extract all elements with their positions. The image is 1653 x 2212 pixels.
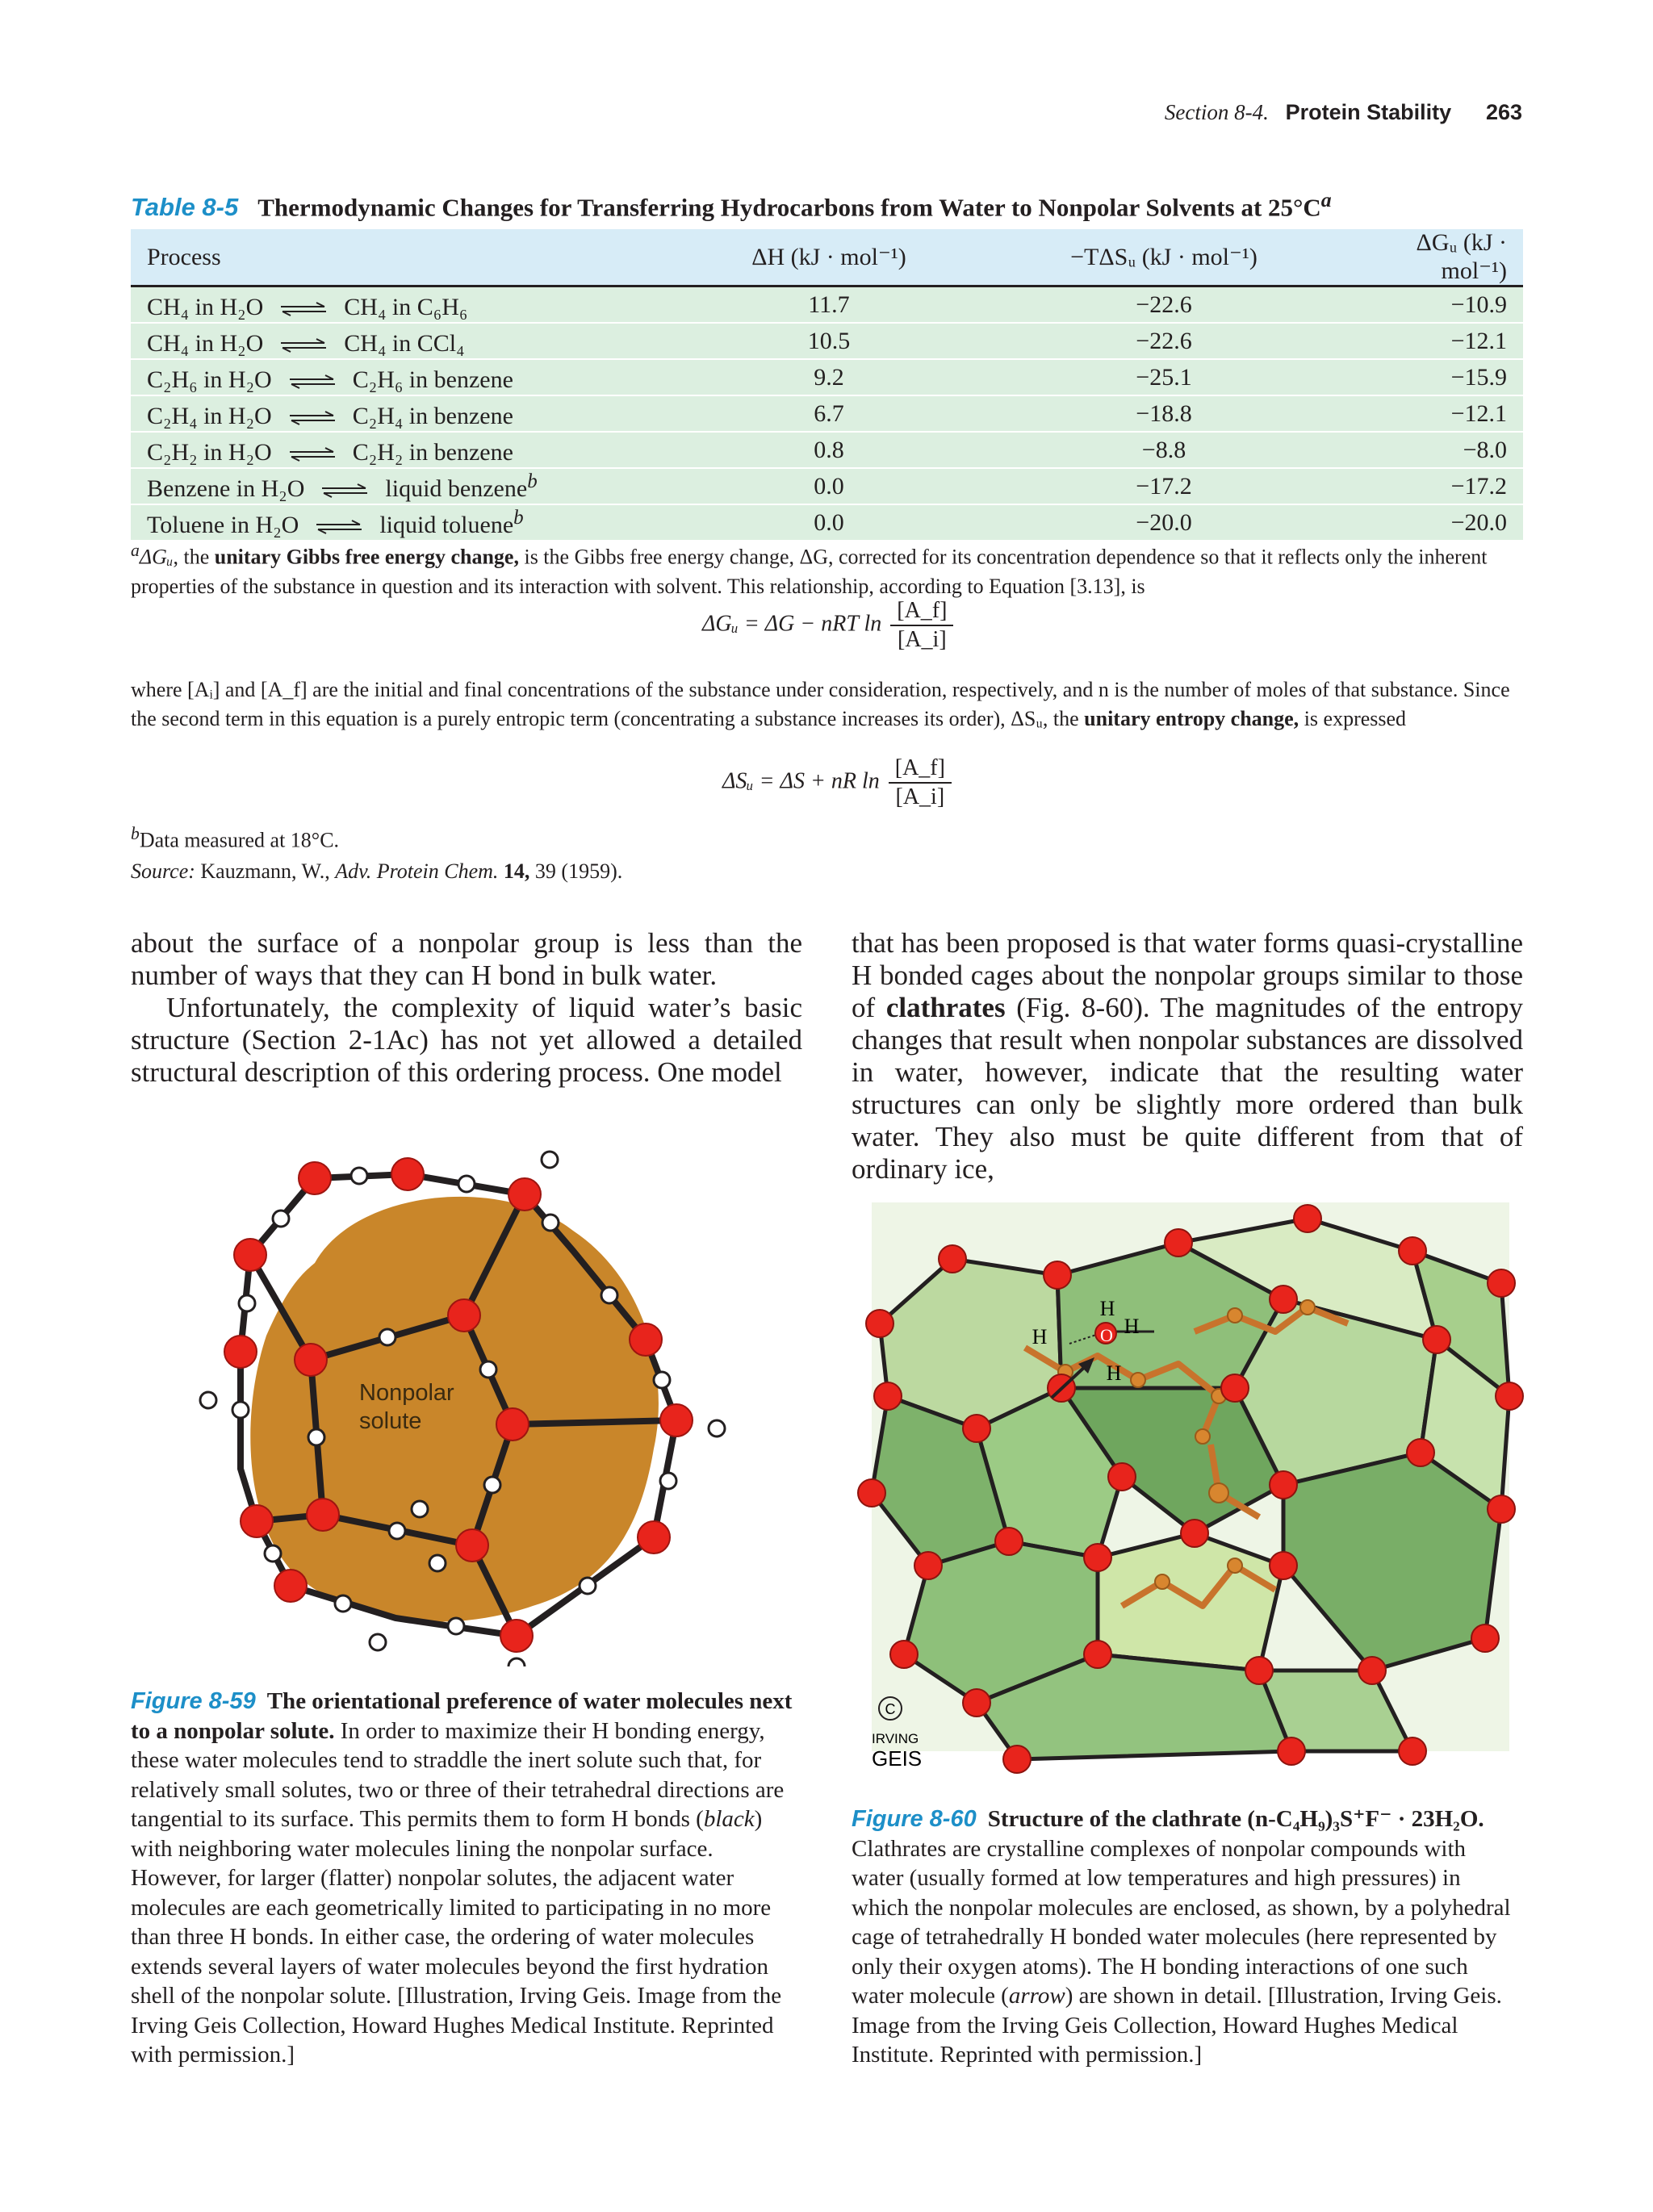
col-header-dG: ΔGᵤ (kJ · mol⁻¹) <box>1350 229 1523 286</box>
footnote-b <box>131 819 1523 855</box>
equilibrium-arrow-icon <box>279 338 328 353</box>
body-left-column <box>131 927 802 1089</box>
figure-59-illustration <box>194 1142 743 1666</box>
cell-process <box>131 432 680 468</box>
col-header-process: Process <box>131 229 680 286</box>
figure-60-text-arrow: arrow <box>1008 1983 1065 2009</box>
table-row <box>131 432 1523 468</box>
source-journal: Adv. Protein Chem. <box>335 859 499 883</box>
thermo-table <box>131 229 1523 542</box>
equation-1-lhs: ΔGᵤ = ΔG − nRT ln <box>702 611 882 637</box>
figure-59-caption <box>131 1687 802 2070</box>
body-right-column <box>852 927 1523 1185</box>
cell-process <box>131 286 680 324</box>
cell-TdS: −22.6 <box>978 323 1350 359</box>
atom-label-O: O <box>1100 1325 1113 1345</box>
cell-TdS: −8.8 <box>978 432 1350 468</box>
cell-dG: −12.1 <box>1350 323 1523 359</box>
footnote-a-symbol: ΔGᵤ <box>139 545 174 569</box>
equation-1-numerator: [A_f] <box>890 597 953 626</box>
footnote-a-continued <box>131 675 1523 734</box>
table-row <box>131 395 1523 432</box>
source-label: Source: <box>131 859 195 883</box>
signature-line-2: GEIS <box>872 1746 923 1771</box>
cell-TdS: −17.2 <box>978 468 1350 504</box>
body-left-paragraph-1: about the surface of a nonpolar group is less than the number of ways that they can H bond in bulk water. <box>131 927 802 991</box>
cell-dH: 0.8 <box>680 432 978 468</box>
process-to: C₂H₄ in benzene <box>352 402 513 429</box>
equation-1 <box>702 597 953 654</box>
cell-process <box>131 359 680 395</box>
table-label: Table 8-5 <box>131 193 239 222</box>
header-section-title: Protein Stability <box>1285 100 1452 124</box>
figure-60-text-1: Clathrates are crystalline complexes of nonpolar compounds with water (usually formed at low temperatures and high pressures) in which the nonpolar molecules are enclosed, as shown, by a polyhedral cage of tetrahedrally H bonded water molecules (here represented by only their oxygen atoms). The H bonding interactions of one such water molecule ( <box>852 1835 1511 2009</box>
col-header-dH: ΔH (kJ · mol⁻¹) <box>680 229 978 286</box>
footnote-a-term-2: unitary entropy change, <box>1084 707 1299 730</box>
figure-59-label: Figure 8-59 <box>131 1688 256 1714</box>
atom-label-H-bottom: H <box>1106 1361 1122 1385</box>
table-row <box>131 323 1523 359</box>
equilibrium-arrow-icon <box>288 411 337 425</box>
solute-label-2: solute <box>359 1408 422 1434</box>
process-footnote-mark: b <box>513 506 524 529</box>
cell-dG: −10.9 <box>1350 286 1523 324</box>
equilibrium-arrow-icon <box>279 302 328 316</box>
solute-label-1: Nonpolar <box>359 1380 454 1406</box>
process-from: C₂H₂ in H₂O <box>147 438 272 466</box>
cell-TdS: −20.0 <box>978 504 1350 541</box>
table-caption <box>131 188 1527 222</box>
equation-2-denominator: [A_i] <box>895 784 945 809</box>
cell-dG: −17.2 <box>1350 468 1523 504</box>
equilibrium-arrow-icon <box>320 483 369 498</box>
footnote-b-text: Data measured at 18°C. <box>139 828 340 852</box>
cell-TdS: −18.8 <box>978 395 1350 432</box>
figure-60-title: Structure of the clathrate (n-C₄H₉)₃S⁺F⁻ · 23H₂O. <box>987 1806 1484 1832</box>
cell-dH: 9.2 <box>680 359 978 395</box>
figure-59-title: The orientational preference of water molecules next to a nonpolar solute. <box>131 1688 793 1744</box>
cell-dG: −8.0 <box>1350 432 1523 468</box>
body-right-term: clathrates <box>885 992 1006 1023</box>
process-to: CH₄ in CCl₄ <box>344 329 465 357</box>
cell-dG: −20.0 <box>1350 504 1523 541</box>
equilibrium-arrow-icon <box>315 520 363 534</box>
equation-2-numerator: [A_f] <box>889 755 952 784</box>
body-left-paragraph-2: Unfortunately, the complexity of liquid water’s basic structure (Section 2-1Ac) has not yet allowed a detailed structural description of this ordering process. One model <box>131 992 802 1088</box>
running-header <box>1165 100 1522 125</box>
figure-60-text-2: ) are shown in detail. [Illustration, Irving Geis. Image from the Irving Geis Collection, Howard Hughes Medical Institute. Reprinted with permission.] <box>852 1983 1502 2068</box>
footnote-a-text-1: , the <box>173 545 215 569</box>
equation-2-lhs: ΔSᵤ = ΔS + nR ln <box>722 768 880 794</box>
source-author: Kauzmann, W., <box>195 859 336 883</box>
process-to: C₂H₆ in benzene <box>352 366 513 393</box>
table-title: Thermodynamic Changes for Transferring Hydrocarbons from Water to Nonpolar Solvents at 25°C <box>257 193 1321 222</box>
figure-60-caption <box>852 1804 1523 2070</box>
footnote-b-marker: b <box>131 824 140 843</box>
process-from: C₂H₆ in H₂O <box>147 366 272 393</box>
cell-dG: −15.9 <box>1350 359 1523 395</box>
cell-dH: 0.0 <box>680 468 978 504</box>
equilibrium-arrow-icon <box>288 374 337 389</box>
footnote-a-text-2: is the Gibbs free energy change, ΔG, corrected for its concentration dependence so that it reflects only the inherent properties of the substance in question and its interaction with solvent. This relationship, according to Equation [3.13], is <box>131 545 1488 598</box>
cell-dH: 10.5 <box>680 323 978 359</box>
page-number: 263 <box>1485 100 1522 124</box>
process-from: Toluene in H₂O <box>147 511 299 538</box>
table-row <box>131 286 1523 324</box>
source-pages: 39 (1959). <box>529 859 623 883</box>
table-row <box>131 359 1523 395</box>
body-right-text-1: that has been proposed is that water forms quasi-crystalline H bonded cages about the nonpolar groups similar to those of <box>852 927 1523 1023</box>
atom-label-H-right: H <box>1124 1315 1140 1338</box>
table-header-row <box>131 229 1523 286</box>
signature-line-1: IRVING <box>872 1731 919 1746</box>
cell-process <box>131 468 680 504</box>
figure-59-text-black: black <box>703 1806 755 1832</box>
atom-label-H-left: H <box>1032 1325 1048 1349</box>
process-from: Benzene in H₂O <box>147 475 305 502</box>
equation-2 <box>722 755 952 811</box>
table-row <box>131 468 1523 504</box>
footnote-a-text-3: where [Aᵢ] and [A_f] are the initial and final concentrations of the substance under consideration, respectively, and n is the number of moles of that substance. Since the second term in this equation is a purely entropic term (concentrating a substance increases its order), ΔSᵤ, the <box>131 678 1510 730</box>
atom-label-H-top: H <box>1099 1297 1115 1320</box>
cell-dH: 11.7 <box>680 286 978 324</box>
cell-dH: 0.0 <box>680 504 978 541</box>
process-from: CH₄ in H₂O <box>147 293 264 320</box>
process-footnote-mark: b <box>527 470 538 492</box>
footnote-a <box>131 536 1523 601</box>
process-to: C₂H₂ in benzene <box>352 438 513 466</box>
process-from: C₂H₄ in H₂O <box>147 402 272 429</box>
table-body <box>131 286 1523 542</box>
cell-process <box>131 395 680 432</box>
cell-TdS: −22.6 <box>978 286 1350 324</box>
source-volume: 14, <box>498 859 530 883</box>
cell-dH: 6.7 <box>680 395 978 432</box>
figure-60-illustration <box>856 1186 1525 1783</box>
svg-text:C: C <box>885 1701 896 1717</box>
footnote-a-text-4: is expressed <box>1299 707 1407 730</box>
header-section: Section 8-4. <box>1164 100 1269 124</box>
process-to: CH₄ in C₆H₆ <box>344 293 468 320</box>
table-source <box>131 857 1523 886</box>
figure-60-label: Figure 8-60 <box>852 1806 977 1832</box>
process-to: liquid benzene <box>385 475 528 502</box>
figure-59-text-2: ) with neighboring water molecules lining the nonpolar surface. However, for larger (flatter) nonpolar solutes, the adjacent water molecules are each geometrically limited to participating in no more than three H bonds. In either case, the ordering of water molecules extends several layers of water molecules beyond the first hydration shell of the nonpolar solute. [Illustration, Irving Geis. Image from the Irving Geis Collection, Howard Hughes Medical Institute. Reprinted with permission.] <box>131 1806 782 2068</box>
equation-1-denominator: [A_i] <box>898 627 947 652</box>
process-from: CH₄ in H₂O <box>147 329 264 357</box>
cell-process <box>131 323 680 359</box>
figure-59-text-1: In order to maximize their H bonding energy, these water molecules tend to straddle the inert solute such that, for relatively small solutes, two or three of their tetrahedral directions are tangential to its surface. This permits them to form H bonds ( <box>131 1717 785 1832</box>
footnote-a-marker: a <box>131 541 140 560</box>
process-to: liquid toluene <box>379 511 514 538</box>
equilibrium-arrow-icon <box>288 447 337 462</box>
cell-dG: −12.1 <box>1350 395 1523 432</box>
footnote-a-term: unitary Gibbs free energy change, <box>214 545 519 569</box>
body-right-text-2: (Fig. 8-60). The magnitudes of the entropy changes that result when nonpolar substances are dissolved in water, however, indicate that the resulting water structures can only be slightly more ordered than bulk water. They also must be quite different from that of ordinary ice, <box>852 992 1523 1185</box>
col-header-TdS: −TΔSᵤ (kJ · mol⁻¹) <box>978 229 1350 286</box>
cell-TdS: −25.1 <box>978 359 1350 395</box>
table-title-footnote-mark: a <box>1320 188 1332 211</box>
